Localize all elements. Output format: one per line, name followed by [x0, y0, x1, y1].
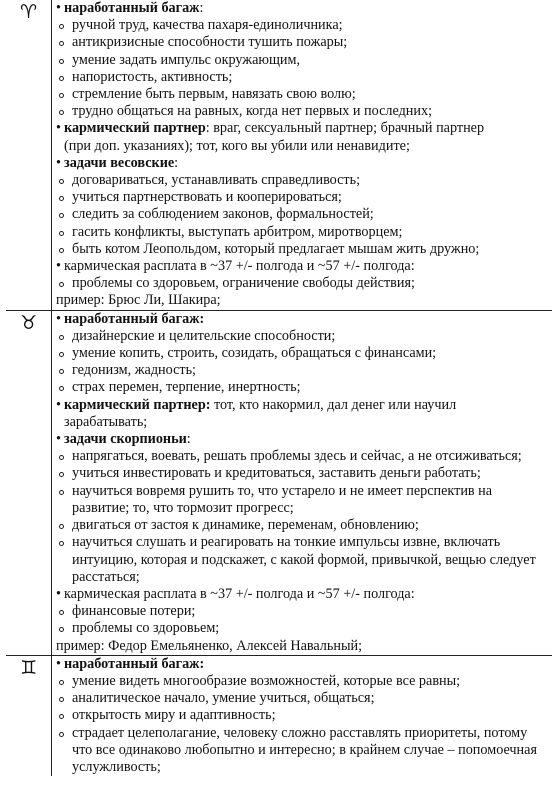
list-item: стремление быть первым, навязать свою волю; [56, 86, 550, 103]
gemini-glyph-icon: ♊ [19, 656, 38, 679]
list-item: учиться партнерствовать и кооперироваться; [56, 189, 550, 206]
zodiac-table [6, 0, 552, 776]
list-item: страх перемен, терпение, инертность; [56, 379, 550, 396]
list-item: научиться вовремя рушить то, что устарело и не имеет перспектив на развитие; то, что тормозит прогресс; [56, 483, 550, 517]
list-item: аналитическое начало, умение учиться, общаться; [56, 690, 550, 707]
list-item: открытость миру и адаптивность; [56, 707, 550, 724]
list-item: гедонизм, жадность; [56, 362, 550, 379]
list-item: гасить конфликты, выступать арбитром, миротворцем; [56, 224, 550, 241]
aries-glyph-icon: ♈ [19, 1, 38, 23]
list-item: двигаться от застоя к динамике, переменам, обновлению; [56, 517, 550, 534]
tasks-heading: • задачи скорпионьи: [56, 431, 550, 448]
retribution-line: • кармическая расплата в ~37 +/- полгода и ~57 +/- полгода: [56, 258, 550, 275]
list-item: научиться слушать и реагировать на тонкие импульсы извне, включать интуицию, которая и подскажет, с какой формой, привычкой, вещью следует расстаться; [56, 534, 550, 586]
glyph-cell [6, 310, 52, 655]
baggage-heading: • наработанный багаж: [56, 0, 550, 17]
glyph-cell [6, 655, 52, 776]
retribution-line: • кармическая расплата в ~37 +/- полгода и ~57 +/- полгода: [56, 586, 550, 603]
partner-line-continuation: (при доп. указаниях); тот, кого вы убили или ненавидите; [64, 137, 410, 154]
sign-body [52, 0, 553, 310]
baggage-heading: • наработанный багаж: [56, 311, 550, 328]
partner-line: • кармический партнер: враг, сексуальный партнер; брачный партнер [56, 120, 550, 137]
sign-body [52, 310, 553, 655]
list-item: умение копить, строить, созидать, обращаться с финансами; [56, 345, 550, 362]
partner-line-continuation: зарабатывать; [64, 413, 148, 430]
list-item: дизайнерские и целительские способности; [56, 328, 550, 345]
list-item: трудно общаться на равных, когда нет первых и последних; [56, 103, 550, 120]
page [6, 0, 552, 776]
list-item: договариваться, устанавливать справедливость; [56, 172, 550, 189]
glyph-cell [6, 0, 52, 310]
partner-line: • кармический партнер: тот, кто накормил, дал денег или научил [56, 397, 550, 414]
taurus-glyph-icon: ♉ [19, 311, 38, 334]
tasks-heading: • задачи весовские: [56, 155, 550, 172]
example-line: пример: Брюс Ли, Шакира; [56, 292, 221, 309]
list-item: ручной труд, качества пахаря-единоличника; [56, 17, 550, 34]
list-item: проблемы со здоровьем, ограничение свободы действия; [56, 275, 550, 292]
list-item: финансовые потери; [56, 603, 550, 620]
list-item: проблемы со здоровьем; [56, 620, 550, 637]
list-item: следить за соблюдением законов, формальностей; [56, 206, 550, 223]
list-item: быть котом Леопольдом, который предлагает мышам жить дружно; [56, 241, 550, 258]
list-item: умение задать импульс окружающим, [56, 52, 550, 69]
list-item: умение видеть многообразие возможностей, которые все равны; [56, 673, 550, 690]
example-line: пример: Федор Емельяненко, Алексей Навальный; [56, 637, 363, 654]
sign-row-aries [6, 0, 552, 310]
list-item: антикризисные способности тушить пожары; [56, 34, 550, 51]
baggage-heading: • наработанный багаж: [56, 656, 550, 673]
list-item: напрягаться, воевать, решать проблемы здесь и сейчас, а не отсиживаться; [56, 448, 550, 465]
sign-row-gemini [6, 655, 552, 776]
list-item: страдает целеполагание, человеку сложно расставлять приоритеты, потому что все одинаково любопытно и интересно; в крайнем случае – попомоечная услужливость; [56, 725, 550, 777]
sign-body [52, 655, 553, 776]
list-item: учиться инвестировать и кредитоваться, заставить деньги работать; [56, 465, 550, 482]
sign-row-taurus [6, 310, 552, 655]
list-item: напористость, активность; [56, 69, 550, 86]
